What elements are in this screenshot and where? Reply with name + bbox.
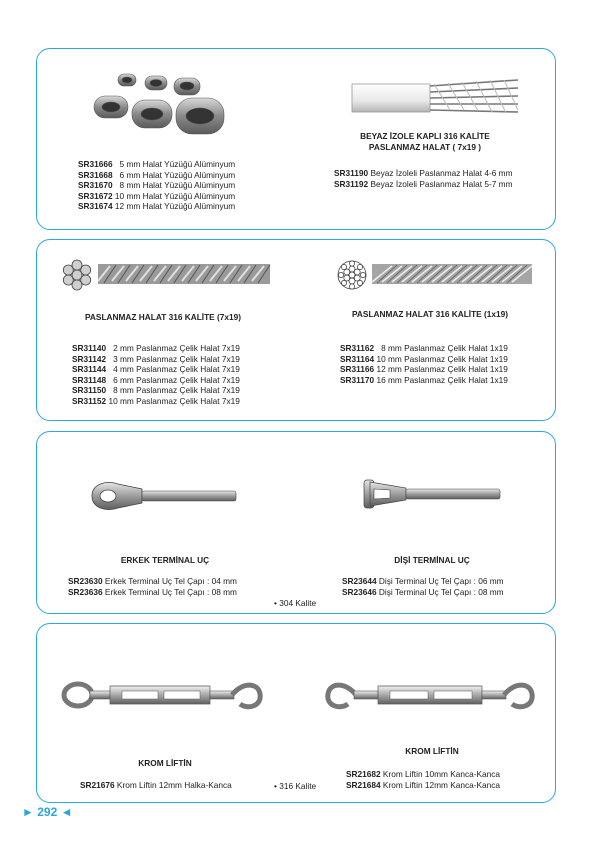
list-item: SR31668 6 mm Halat Yüzüğü Alüminyum bbox=[78, 169, 236, 180]
list-item: SR21684 Krom Liftin 12mm Kanca-Kanca bbox=[346, 779, 501, 790]
list-item: SR31144 4 mm Paslanmaz Çelik Halat 7x19 bbox=[72, 364, 240, 375]
turnbuckle-eye-hook-product-list bbox=[80, 780, 232, 791]
material-grade-note: • 316 Kalite bbox=[274, 781, 317, 791]
list-item: SR31192 Beyaz İzoleli Paslanmaz Halat 5-7 mm bbox=[334, 178, 513, 189]
list-item: SR31666 5 mm Halat Yüzüğü Alüminyum bbox=[78, 159, 236, 169]
turnbuckle-hook-hook-title: KROM LİFTİN bbox=[405, 746, 459, 756]
wire-1x19-title: PASLANMAZ HALAT 316 KALİTE (1x19) bbox=[352, 309, 508, 319]
turnbuckle-eye-hook-title: KROM LİFTİN bbox=[138, 758, 192, 768]
title-line: BEYAZ İZOLE KAPLI 316 KALİTE bbox=[360, 131, 490, 141]
female-terminal-product-list bbox=[342, 576, 504, 597]
list-item: SR31162 8 mm Paslanmaz Çelik Halat 1x19 bbox=[340, 343, 508, 353]
page-number-label: 292 bbox=[37, 805, 58, 819]
wire-1x19-product-list bbox=[340, 343, 508, 385]
right-arrow-icon: ► bbox=[22, 805, 34, 819]
material-grade-note: • 304 Kalite bbox=[274, 598, 317, 608]
wire-1x19-cross-section-icon bbox=[337, 260, 367, 290]
page-number bbox=[22, 805, 73, 819]
wire-7x19-cross-section-icon bbox=[62, 260, 92, 290]
list-item: SR23636 Erkek Terminal Uç Tel Çapı : 08 mm bbox=[68, 586, 237, 597]
list-item: SR23630 Erkek Terminal Uç Tel Çapı : 04 mm bbox=[68, 576, 237, 586]
list-item: SR31150 8 mm Paslanmaz Çelik Halat 7x19 bbox=[72, 385, 240, 396]
list-item: SR31142 3 mm Paslanmaz Çelik Halat 7x19 bbox=[72, 353, 240, 364]
turnbuckle-eye-hook-image bbox=[60, 672, 264, 718]
white-coated-wire-image bbox=[350, 76, 522, 120]
list-item: SR31148 6 mm Paslanmaz Çelik Halat 7x19 bbox=[72, 374, 240, 385]
list-item: SR31166 12 mm Paslanmaz Çelik Halat 1x19 bbox=[340, 364, 508, 375]
title-line: PASLANMAZ HALAT ( 7x19 ) bbox=[368, 141, 482, 152]
list-item: SR23646 Dişi Terminal Uç Tel Çapı : 08 mm bbox=[342, 586, 504, 597]
list-item: SR21682 Krom Liftin 10mm Kanca-Kanca bbox=[346, 769, 501, 779]
coated-wire-product-list bbox=[334, 168, 512, 189]
male-terminal-product-list bbox=[68, 576, 237, 597]
list-item: SR31152 10 mm Paslanmaz Çelik Halat 7x19 bbox=[72, 395, 240, 406]
aluminum-ferrules-image bbox=[88, 70, 238, 145]
wire-7x19-product-list bbox=[72, 343, 240, 407]
list-item: SR23644 Dişi Terminal Uç Tel Çapı : 06 mm bbox=[342, 576, 504, 586]
wire-1x19-image bbox=[372, 261, 532, 287]
male-terminal-eye-image bbox=[88, 478, 238, 514]
wire-7x19-title: PASLANMAZ HALAT 316 KALİTE (7x19) bbox=[85, 312, 241, 322]
wire-7x19-image bbox=[98, 261, 270, 287]
list-item: SR21676 Krom Liftin 12mm Halka-Kanca bbox=[80, 780, 232, 790]
turnbuckle-hook-hook-product-list bbox=[346, 769, 500, 790]
list-item: SR31672 10 mm Halat Yüzüğü Alüminyum bbox=[78, 190, 236, 201]
ferrule-product-list bbox=[78, 159, 235, 212]
list-item: SR31140 2 mm Paslanmaz Çelik Halat 7x19 bbox=[72, 343, 240, 353]
male-terminal-title: ERKEK TERMİNAL UÇ bbox=[120, 555, 210, 565]
list-item: SR31164 10 mm Paslanmaz Çelik Halat 1x19 bbox=[340, 353, 508, 364]
female-terminal-fork-image bbox=[360, 472, 502, 516]
list-item: SR31674 12 mm Halat Yüzüğü Alüminyum bbox=[78, 201, 236, 212]
list-item: SR31170 16 mm Paslanmaz Çelik Halat 1x19 bbox=[340, 374, 508, 385]
coated-wire-title bbox=[330, 131, 520, 152]
list-item: SR31190 Beyaz İzoleli Paslanmaz Halat 4-6 mm bbox=[334, 168, 513, 178]
female-terminal-title: DİŞİ TERMİNAL UÇ bbox=[394, 555, 470, 565]
turnbuckle-hook-hook-image bbox=[322, 672, 536, 718]
list-item: SR31670 8 mm Halat Yüzüğü Alüminyum bbox=[78, 180, 236, 191]
left-arrow-icon: ◄ bbox=[60, 805, 73, 819]
